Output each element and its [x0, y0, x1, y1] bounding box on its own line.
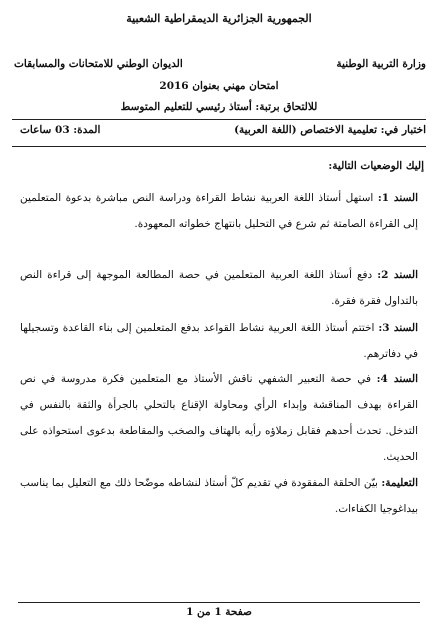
- exam-duration: المدة: 03 ساعات: [20, 124, 101, 136]
- situation-text: دفع أستاذ اللغة العربية المتعلمين في حصة المطالعة الموجهة إلى قراءة النص بالتداول فقرة فقرة.: [20, 269, 418, 307]
- situation-label: السند 1:: [377, 192, 418, 204]
- ministry-name: وزارة التربية الوطنية: [336, 58, 426, 70]
- exam-office-name: الديوان الوطني للامتحانات والمسابقات: [14, 58, 183, 70]
- instruction-text: بيّن الحلقة المفقودة في تقديم كلّ أستاذ لنشاطه موضّحا ذلك مع التعليل بما يناسب بيداغوجيا الكفاءات.: [20, 477, 418, 515]
- situation-4: [20, 366, 418, 470]
- situation-3: [20, 315, 418, 367]
- exam-title: امتحان مهني بعنوان 2016: [159, 80, 279, 92]
- situation-label: السند 3:: [378, 322, 418, 334]
- exam-subtitle: للالتحاق برتبة: أستاذ رئيسي للتعليم المتوسط: [120, 101, 318, 113]
- instruction: [20, 470, 418, 522]
- situation-text: استهل أستاذ اللغة العربية نشاط القراءة ودراسة النص مباشرة بدعوة المتعلمين إلى القراءة الصامتة ثم شرع في التحليل بانتهاج خطواته المعهودة.: [20, 192, 418, 230]
- page-number: صفحة 1 من 1: [186, 606, 252, 618]
- situation-label: السند 2:: [377, 269, 418, 281]
- situation-1: [20, 185, 418, 237]
- situation-text: في حصة التعبير الشفهي ناقش الأستاذ مع المتعلمين فكرة مدروسة في نص القراءة بهدف المناقشة وإبداء الرأي ومحاولة الإقناع بالتحلي بالجرأة والثقة بالنفس في التدخل. تحدث أحدهم فقابل زملاؤه رأيه بالهتاف والصخب والمقاطعة بدعوى استحواذه على الحديث.: [20, 373, 418, 463]
- situation-text: اختتم أستاذ اللغة العربية نشاط القواعد بدفع المتعلمين إلى بناء القاعدة وتسجيلها في دفاترهم.: [20, 322, 418, 360]
- header-top-rule: [12, 119, 426, 120]
- header-bottom-rule: [12, 146, 426, 147]
- situation-label: السند 4:: [376, 373, 418, 385]
- situations-intro: إليك الوضعيات التالية:: [328, 160, 424, 172]
- republic-title: الجمهورية الجزائرية الديمقراطية الشعبية: [126, 12, 312, 25]
- footer-rule: [18, 602, 420, 603]
- exam-subject: اختبار في: تعليمية الاختصاص (اللغة العربية): [234, 124, 426, 136]
- instruction-label: التعليمة:: [381, 477, 418, 489]
- situation-2: [20, 262, 418, 314]
